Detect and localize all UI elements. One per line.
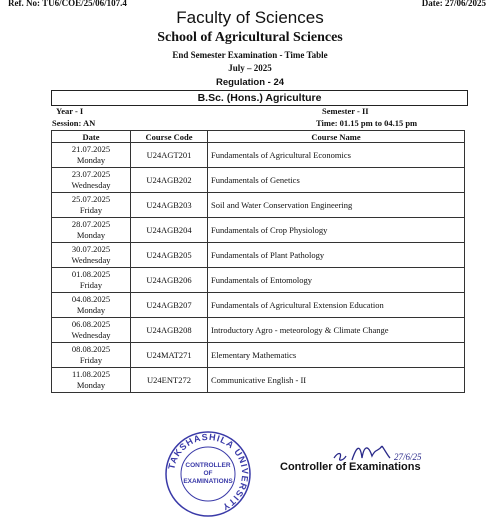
exam-date: 23.07.2025 xyxy=(71,169,111,179)
exam-date-cell xyxy=(52,268,131,293)
exam-date-cell xyxy=(52,218,131,243)
exam-date: 28.07.2025 xyxy=(71,219,111,229)
exam-date-cell xyxy=(52,368,131,393)
exam-date-cell xyxy=(52,318,131,343)
course-name: Fundamentals of Plant Pathology xyxy=(208,243,465,268)
table-header-row xyxy=(52,131,465,143)
exam-date: 01.08.2025 xyxy=(71,269,111,279)
semester-label: Semester - II xyxy=(322,106,369,116)
header-date: Date xyxy=(52,131,131,143)
table-row xyxy=(52,168,465,193)
course-code: U24AGB204 xyxy=(131,218,208,243)
exam-day: Monday xyxy=(76,230,106,240)
session-label: Session: AN xyxy=(52,118,96,128)
exam-day: Wednesday xyxy=(71,330,111,340)
exam-day: Monday xyxy=(76,155,106,165)
exam-date-cell xyxy=(52,343,131,368)
year-label: Year - I xyxy=(56,106,84,116)
exam-day: Friday xyxy=(79,280,103,290)
exam-date-cell xyxy=(52,293,131,318)
table-row xyxy=(52,143,465,168)
exam-day: Friday xyxy=(79,355,103,365)
exam-date: 04.08.2025 xyxy=(71,294,111,304)
course-name: Communicative English - II xyxy=(208,368,465,393)
course-code: U24AGB202 xyxy=(131,168,208,193)
exam-date-cell xyxy=(52,143,131,168)
table-row xyxy=(52,368,465,393)
exam-day: Wednesday xyxy=(71,255,111,265)
signature-date: 27/6/25 xyxy=(394,452,422,462)
course-name: Fundamentals of Entomology xyxy=(208,268,465,293)
course-name: Soil and Water Conservation Engineering xyxy=(208,193,465,218)
course-name: Introductory Agro - meteorology & Climate Change xyxy=(208,318,465,343)
faculty-title: Faculty of Sciences xyxy=(176,8,324,27)
exam-day: Wednesday xyxy=(71,180,111,190)
table-row xyxy=(52,193,465,218)
header-course-name: Course Name xyxy=(208,131,465,143)
header-course-code: Course Code xyxy=(131,131,208,143)
exam-title: End Semester Examination - Time Table xyxy=(172,50,328,60)
exam-date: 06.08.2025 xyxy=(71,319,111,329)
issue-date: Date: 27/06/2025 xyxy=(421,0,486,8)
table-row xyxy=(52,343,465,368)
regulation: Regulation - 24 xyxy=(215,77,285,88)
exam-date: 21.07.2025 xyxy=(71,144,111,154)
seal-inner-text: CONTROLLER OF EXAMINATIONS xyxy=(183,462,233,485)
course-code: U24AGB205 xyxy=(131,243,208,268)
university-seal xyxy=(164,430,252,518)
course-code: U24MAT271 xyxy=(131,343,208,368)
exam-date: 11.08.2025 xyxy=(72,369,110,379)
exam-date-cell xyxy=(52,193,131,218)
table-row xyxy=(52,218,465,243)
exam-day: Friday xyxy=(79,205,103,215)
exam-date: 25.07.2025 xyxy=(71,194,111,204)
table-row xyxy=(52,293,465,318)
table-row xyxy=(52,318,465,343)
exam-date-cell xyxy=(52,168,131,193)
exam-day: Monday xyxy=(76,380,106,390)
programme-title: B.Sc. (Hons.) Agriculture xyxy=(51,90,468,106)
course-code: U24AGB208 xyxy=(131,318,208,343)
course-code: U24AGB206 xyxy=(131,268,208,293)
school-title: School of Agricultural Sciences xyxy=(157,30,343,45)
seal-arc-text: TAKSHASHILA UNIVERSITY xyxy=(166,431,251,513)
timetable xyxy=(51,130,465,393)
table-row xyxy=(52,243,465,268)
controller-title: Controller of Examinations xyxy=(280,461,421,473)
course-name: Fundamentals of Agricultural Economics xyxy=(208,143,465,168)
course-name: Fundamentals of Agricultural Extension Education xyxy=(208,293,465,318)
session-month: July – 2025 xyxy=(228,63,272,73)
course-code: U24AGB203 xyxy=(131,193,208,218)
time-label: Time: 01.15 pm to 04.15 pm xyxy=(316,118,418,128)
reference-number: Ref. No: TU6/COE/25/06/107.4 xyxy=(8,0,127,8)
course-code: U24AGT201 xyxy=(131,143,208,168)
course-name: Fundamentals of Crop Physiology xyxy=(208,218,465,243)
exam-date-cell xyxy=(52,243,131,268)
exam-date: 08.08.2025 xyxy=(71,344,111,354)
course-code: U24ENT272 xyxy=(131,368,208,393)
table-row xyxy=(52,268,465,293)
course-name: Elementary Mathematics xyxy=(208,343,465,368)
course-name: Fundamentals of Genetics xyxy=(208,168,465,193)
course-code: U24AGB207 xyxy=(131,293,208,318)
exam-date: 30.07.2025 xyxy=(71,244,111,254)
exam-day: Monday xyxy=(76,305,106,315)
